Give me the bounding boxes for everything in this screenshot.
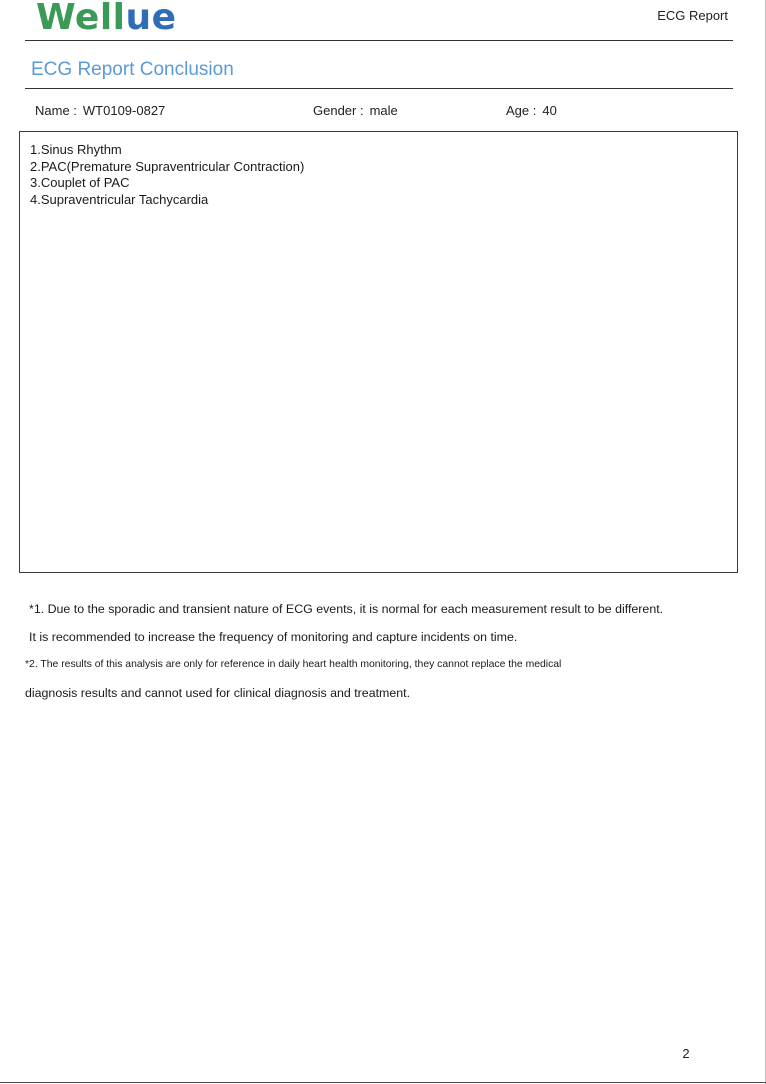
conclusion-item: 4.Supraventricular Tachycardia [30, 191, 209, 207]
disclaimer-note-1-line-1: *1. Due to the sporadic and transient nature of ECG events, it is normal for each measurement result to be different. [29, 602, 664, 616]
gender-label: Gender : [313, 103, 364, 118]
name-value: WT0109-0827 [82, 103, 166, 118]
report-type-label: ECG Report [657, 8, 728, 23]
patient-name [35, 103, 165, 119]
conclusion-list [30, 142, 304, 208]
disclaimer-note-2-line-1: *2. The results of this analysis are only for reference in daily heart health monitoring, they cannot replace the medical [25, 659, 562, 670]
disclaimer-note-2-line-2: diagnosis results and cannot used for clinical diagnosis and treatment. [25, 686, 411, 700]
conclusion-item: 2.PAC(Premature Supraventricular Contraction) [30, 158, 305, 174]
logo-text-main: Well [36, 0, 126, 38]
gender-value: male [369, 103, 398, 118]
logo-text-accent: ue [125, 0, 177, 38]
section-title: ECG Report Conclusion [31, 59, 234, 80]
name-label: Name : [35, 103, 77, 118]
conclusion-item: 3.Couplet of PAC [30, 175, 130, 190]
conclusion-item: 1.Sinus Rhythm [30, 142, 122, 157]
age-label: Age : [506, 103, 537, 118]
header-divider [25, 40, 733, 41]
patient-gender [313, 103, 398, 119]
wellue-logo [36, 0, 177, 40]
section-divider [25, 88, 733, 89]
page-border-bottom [0, 1082, 766, 1083]
patient-age [506, 103, 557, 119]
disclaimer-note-1-line-2: It is recommended to increase the frequency of monitoring and capture incidents on time. [29, 630, 518, 644]
age-value: 40 [542, 103, 557, 118]
page-number: 2 [682, 1046, 690, 1061]
